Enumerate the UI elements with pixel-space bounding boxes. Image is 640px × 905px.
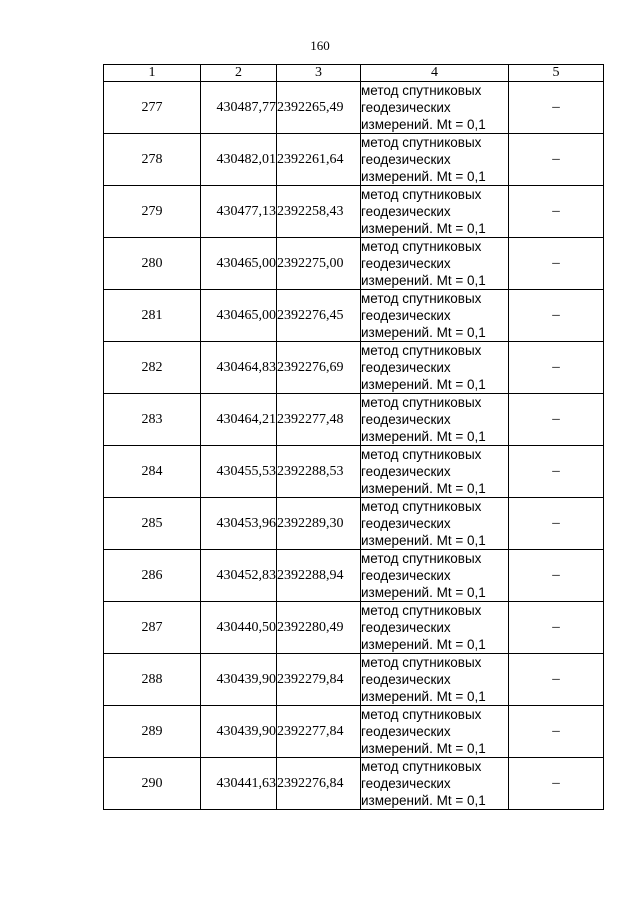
column-header-3: 3 xyxy=(277,65,361,82)
x-coordinate: 430441,63 xyxy=(201,758,277,810)
table-row xyxy=(104,186,604,238)
y-coordinate: 2392277,84 xyxy=(277,706,361,758)
y-coordinate: 2392288,53 xyxy=(277,446,361,498)
method-description: метод спутниковых геодезических измерений. Mt = 0,1 xyxy=(361,498,509,550)
column-header-4: 4 xyxy=(361,65,509,82)
column-header-2: 2 xyxy=(201,65,277,82)
table-body xyxy=(104,82,604,810)
table-row xyxy=(104,498,604,550)
note-cell: – xyxy=(509,134,604,186)
note-cell: – xyxy=(509,758,604,810)
point-number: 283 xyxy=(104,394,201,446)
method-description: метод спутниковых геодезических измерений. Mt = 0,1 xyxy=(361,446,509,498)
x-coordinate: 430464,21 xyxy=(201,394,277,446)
method-description: метод спутниковых геодезических измерений. Mt = 0,1 xyxy=(361,758,509,810)
table-row xyxy=(104,550,604,602)
point-number: 278 xyxy=(104,134,201,186)
point-number: 285 xyxy=(104,498,201,550)
x-coordinate: 430465,00 xyxy=(201,290,277,342)
y-coordinate: 2392279,84 xyxy=(277,654,361,706)
x-coordinate: 430455,53 xyxy=(201,446,277,498)
y-coordinate: 2392280,49 xyxy=(277,602,361,654)
y-coordinate: 2392258,43 xyxy=(277,186,361,238)
point-number: 284 xyxy=(104,446,201,498)
table-row xyxy=(104,758,604,810)
table-row xyxy=(104,82,604,134)
column-header-5: 5 xyxy=(509,65,604,82)
method-description: метод спутниковых геодезических измерений. Mt = 0,1 xyxy=(361,550,509,602)
y-coordinate: 2392289,30 xyxy=(277,498,361,550)
table-row xyxy=(104,290,604,342)
point-number: 287 xyxy=(104,602,201,654)
y-coordinate: 2392276,84 xyxy=(277,758,361,810)
table-header xyxy=(104,65,604,82)
point-number: 286 xyxy=(104,550,201,602)
table-row xyxy=(104,654,604,706)
table-row xyxy=(104,342,604,394)
method-description: метод спутниковых геодезических измерений. Mt = 0,1 xyxy=(361,706,509,758)
y-coordinate: 2392276,45 xyxy=(277,290,361,342)
table-row xyxy=(104,446,604,498)
method-description: метод спутниковых геодезических измерений. Mt = 0,1 xyxy=(361,238,509,290)
point-number: 277 xyxy=(104,82,201,134)
note-cell: – xyxy=(509,446,604,498)
method-description: метод спутниковых геодезических измерений. Mt = 0,1 xyxy=(361,654,509,706)
y-coordinate: 2392275,00 xyxy=(277,238,361,290)
point-number: 281 xyxy=(104,290,201,342)
x-coordinate: 430465,00 xyxy=(201,238,277,290)
table-row xyxy=(104,134,604,186)
point-number: 289 xyxy=(104,706,201,758)
y-coordinate: 2392276,69 xyxy=(277,342,361,394)
table-row xyxy=(104,238,604,290)
y-coordinate: 2392277,48 xyxy=(277,394,361,446)
point-number: 288 xyxy=(104,654,201,706)
point-number: 280 xyxy=(104,238,201,290)
x-coordinate: 430464,83 xyxy=(201,342,277,394)
note-cell: – xyxy=(509,186,604,238)
note-cell: – xyxy=(509,498,604,550)
x-coordinate: 430482,01 xyxy=(201,134,277,186)
method-description: метод спутниковых геодезических измерений. Mt = 0,1 xyxy=(361,602,509,654)
method-description: метод спутниковых геодезических измерений. Mt = 0,1 xyxy=(361,186,509,238)
x-coordinate: 430439,90 xyxy=(201,654,277,706)
column-header-1: 1 xyxy=(104,65,201,82)
table-row xyxy=(104,706,604,758)
method-description: метод спутниковых геодезических измерений. Mt = 0,1 xyxy=(361,394,509,446)
x-coordinate: 430440,50 xyxy=(201,602,277,654)
table-row xyxy=(104,394,604,446)
coordinates-table xyxy=(103,64,604,810)
x-coordinate: 430487,77 xyxy=(201,82,277,134)
y-coordinate: 2392261,64 xyxy=(277,134,361,186)
method-description: метод спутниковых геодезических измерений. Mt = 0,1 xyxy=(361,82,509,134)
note-cell: – xyxy=(509,82,604,134)
point-number: 290 xyxy=(104,758,201,810)
point-number: 279 xyxy=(104,186,201,238)
note-cell: – xyxy=(509,342,604,394)
y-coordinate: 2392265,49 xyxy=(277,82,361,134)
method-description: метод спутниковых геодезических измерений. Mt = 0,1 xyxy=(361,342,509,394)
note-cell: – xyxy=(509,238,604,290)
table-row xyxy=(104,602,604,654)
x-coordinate: 430452,83 xyxy=(201,550,277,602)
x-coordinate: 430439,90 xyxy=(201,706,277,758)
page-number: 160 xyxy=(310,38,330,53)
note-cell: – xyxy=(509,602,604,654)
method-description: метод спутниковых геодезических измерений. Mt = 0,1 xyxy=(361,134,509,186)
y-coordinate: 2392288,94 xyxy=(277,550,361,602)
note-cell: – xyxy=(509,550,604,602)
point-number: 282 xyxy=(104,342,201,394)
note-cell: – xyxy=(509,706,604,758)
x-coordinate: 430453,96 xyxy=(201,498,277,550)
header-row xyxy=(104,65,604,82)
method-description: метод спутниковых геодезических измерений. Mt = 0,1 xyxy=(361,290,509,342)
note-cell: – xyxy=(509,290,604,342)
x-coordinate: 430477,13 xyxy=(201,186,277,238)
note-cell: – xyxy=(509,654,604,706)
note-cell: – xyxy=(509,394,604,446)
